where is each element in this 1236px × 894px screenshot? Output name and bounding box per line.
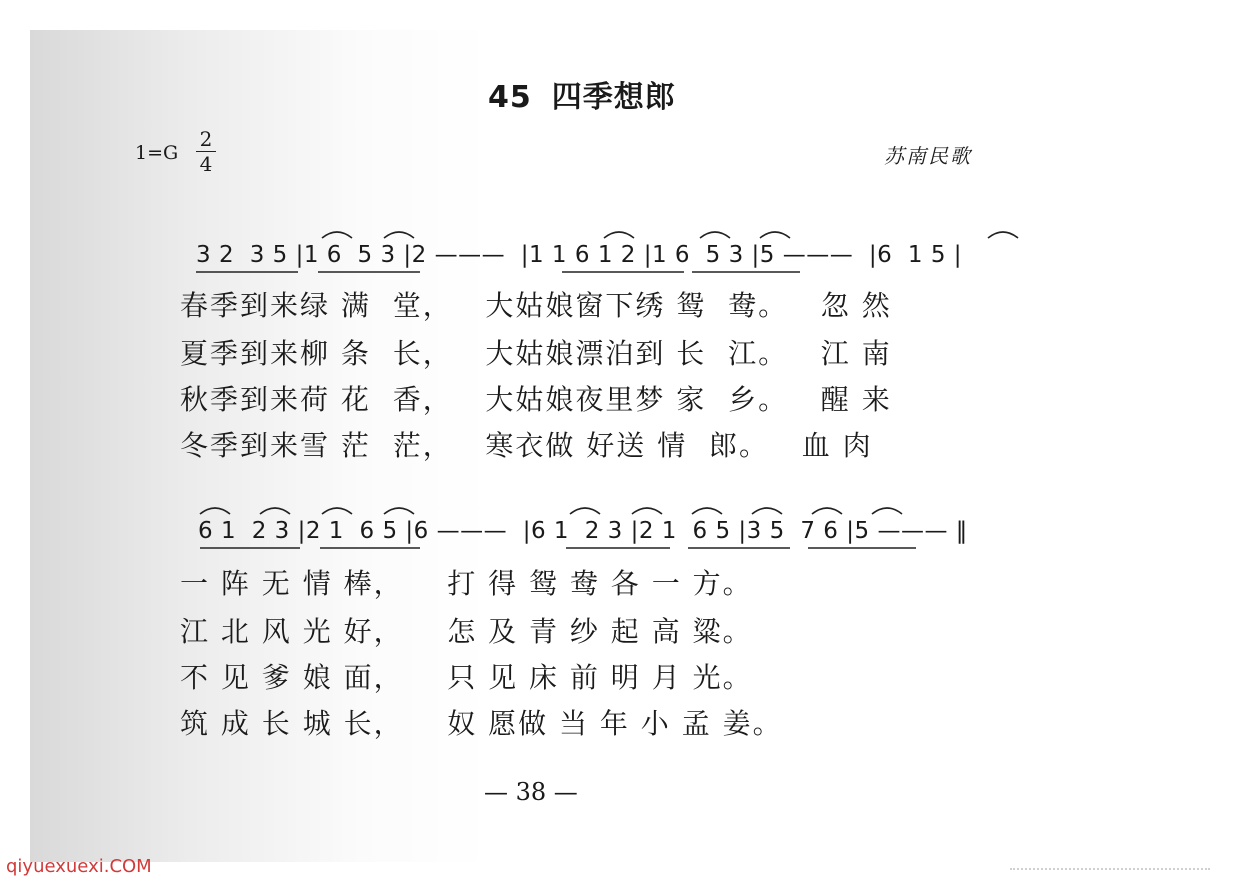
decorative-dots	[1010, 868, 1210, 870]
lyric-line: 一 阵 无 情 棒， 打 得 鸳 鸯 各 一 方。	[180, 567, 753, 600]
notation-line-1: 3 2 3 5 |1 6 5 3 |2 ——— |1 1 6 1 2 |1 6 5 3 |5 ——— |6 1 5 |	[196, 242, 963, 268]
notation-line-2: 6 1 2 3 |2 1 6 5 |6 ——— |6 1 2 3 |2 1 6 5 |3 5 7 6 |5 ——— ‖	[198, 518, 968, 544]
lyric-line: 秋季到来荷 花 香， 大姑娘夜里梦 家 乡。 醒 来	[180, 383, 892, 416]
song-origin: 苏南民歌	[884, 144, 972, 168]
lyric-line: 江 北 风 光 好， 怎 及 青 纱 起 高 粱。	[180, 615, 753, 648]
lyric-line: 夏季到来柳 条 长， 大姑娘漂泊到 长 江。 江 南	[180, 337, 892, 370]
lyric-line: 冬季到来雪 茫 茫， 寒衣做 好送 情 郎。 血 肉	[180, 429, 873, 462]
page-number: — 38 —	[484, 778, 578, 806]
lyric-line: 不 见 爹 娘 面， 只 见 床 前 明 月 光。	[180, 661, 753, 694]
lyric-line: 筑 成 长 城 长， 奴 愿做 当 年 小 孟 姜。	[180, 707, 783, 740]
site-watermark: qiyuexuexi.COM	[6, 856, 152, 877]
key-signature: 1=G	[135, 142, 179, 164]
song-title-text: 四季想郎	[551, 80, 676, 115]
song-number: 45	[488, 80, 532, 115]
meter-bottom: 4	[199, 152, 213, 176]
meter-top: 2	[199, 127, 213, 151]
lyric-line: 春季到来绿 满 堂， 大姑娘窗下绣 鸳 鸯。 忽 然	[180, 289, 892, 322]
